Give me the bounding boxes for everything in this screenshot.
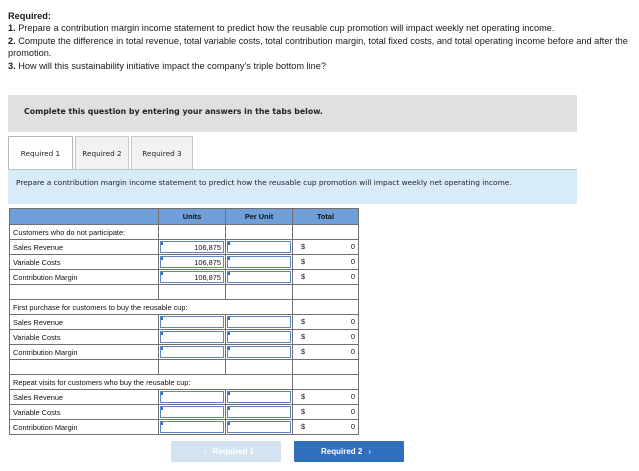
section-title-row xyxy=(10,225,359,240)
section-title: First purchase for customers to buy the reusable cup: xyxy=(10,300,293,315)
header-units: Units xyxy=(159,209,226,225)
tab-bar xyxy=(8,136,195,170)
per-unit-input[interactable] xyxy=(227,391,291,403)
row-label: Sales Revenue xyxy=(10,240,159,255)
units-input[interactable] xyxy=(160,316,224,328)
currency-symbol: $ xyxy=(301,242,306,251)
instruction-banner xyxy=(8,95,577,132)
units-input[interactable]: 106,875 xyxy=(160,256,224,268)
table-row xyxy=(10,270,359,285)
row-label: Sales Revenue xyxy=(10,390,159,405)
units-input[interactable]: 106,875 xyxy=(160,271,224,283)
units-input[interactable] xyxy=(160,346,224,358)
currency-symbol: $ xyxy=(301,257,306,266)
per-unit-input[interactable] xyxy=(227,331,291,343)
next-button-label: Required 2 xyxy=(320,447,363,456)
requirements-heading: Required: xyxy=(8,11,51,21)
total-value: 0 xyxy=(350,407,355,416)
requirement-2: 2. Compute the difference in total revenue, total variable costs, total contribution margin, total fixed costs, and total operating income before and after the promotion. xyxy=(8,35,628,59)
spacer-row xyxy=(10,285,359,300)
tab-instruction xyxy=(8,169,577,204)
chevron-right-icon: › xyxy=(368,447,371,456)
requirement-3: 3. How will this sustainability initiative impact the company’s triple bottom line? xyxy=(8,60,326,71)
per-unit-input[interactable] xyxy=(227,316,291,328)
total-value: 0 xyxy=(350,242,355,251)
table-row xyxy=(10,420,359,435)
row-label: Variable Costs xyxy=(10,405,159,420)
units-input[interactable] xyxy=(160,331,224,343)
total-value: 0 xyxy=(350,317,355,326)
currency-symbol: $ xyxy=(301,407,306,416)
total-value: 0 xyxy=(350,422,355,431)
currency-symbol: $ xyxy=(301,332,306,341)
row-label: Contribution Margin xyxy=(10,345,159,360)
requirement-1: 1. Prepare a contribution margin income statement to predict how the reusable cup promotion will impact weekly net operating income. xyxy=(8,23,555,34)
currency-symbol: $ xyxy=(301,272,306,281)
currency-symbol: $ xyxy=(301,422,306,431)
chevron-left-icon: ‹ xyxy=(203,447,207,456)
tab-required-2[interactable]: Required 2 xyxy=(75,136,129,169)
section-title-row xyxy=(10,300,359,315)
table-row xyxy=(10,255,359,270)
table-row xyxy=(10,390,359,405)
row-label: Sales Revenue xyxy=(10,315,159,330)
units-input[interactable]: 106,875 xyxy=(160,241,224,253)
table-row xyxy=(10,345,359,360)
per-unit-input[interactable] xyxy=(227,421,291,433)
total-value: 0 xyxy=(350,332,355,341)
row-label: Variable Costs xyxy=(10,255,159,270)
per-unit-input[interactable] xyxy=(227,346,291,358)
instruction-text: Prepare a contribution margin income statement to predict how the reusable cup promotion will impact weekly net operating income. xyxy=(16,178,512,187)
spacer-row xyxy=(10,360,359,375)
tab-required-3[interactable]: Required 3 xyxy=(131,136,193,169)
table-row xyxy=(10,315,359,330)
per-unit-input[interactable] xyxy=(227,271,291,283)
row-label: Contribution Margin xyxy=(10,420,159,435)
next-button[interactable] xyxy=(294,441,404,462)
currency-symbol: $ xyxy=(301,347,306,356)
tab-required-1[interactable]: Required 1 xyxy=(8,136,73,170)
total-value: 0 xyxy=(350,347,355,356)
total-value: 0 xyxy=(350,392,355,401)
requirements xyxy=(8,10,636,72)
contribution-margin-table xyxy=(9,208,359,435)
section-title-row xyxy=(10,375,359,390)
banner-text: Complete this question by entering your answers in the tabs below. xyxy=(24,107,323,116)
previous-button[interactable] xyxy=(171,441,281,462)
units-input[interactable] xyxy=(160,421,224,433)
table-row xyxy=(10,240,359,255)
table-row xyxy=(10,405,359,420)
header-label xyxy=(10,209,159,225)
section-title: Repeat visits for customers who buy the reusable cup: xyxy=(10,375,293,390)
header-per-unit: Per Unit xyxy=(226,209,293,225)
currency-symbol: $ xyxy=(301,317,306,326)
per-unit-input[interactable] xyxy=(227,256,291,268)
previous-button-label: Required 1 xyxy=(212,447,254,456)
units-input[interactable] xyxy=(160,391,224,403)
total-value: 0 xyxy=(350,257,355,266)
units-input[interactable] xyxy=(160,406,224,418)
per-unit-input[interactable] xyxy=(227,406,291,418)
table-header-row xyxy=(10,209,359,225)
section-title: Customers who do not participate: xyxy=(10,225,159,240)
per-unit-input[interactable] xyxy=(227,241,291,253)
total-value: 0 xyxy=(350,272,355,281)
currency-symbol: $ xyxy=(301,392,306,401)
row-label: Contribution Margin xyxy=(10,270,159,285)
table-row xyxy=(10,330,359,345)
row-label: Variable Costs xyxy=(10,330,159,345)
header-total: Total xyxy=(293,209,359,225)
